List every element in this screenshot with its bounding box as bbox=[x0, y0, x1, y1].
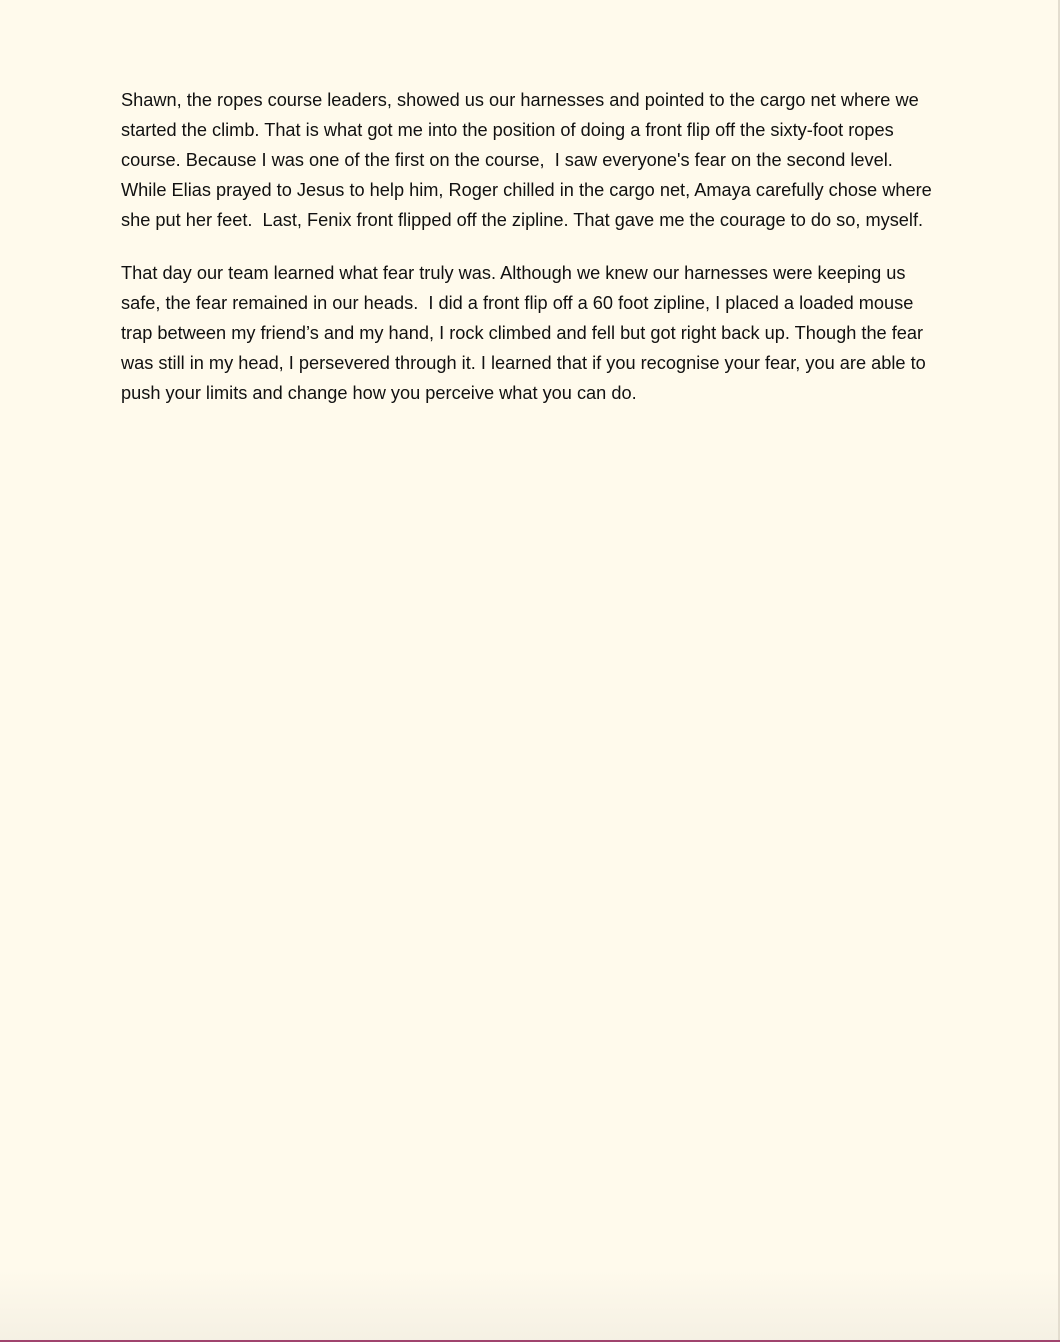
document-body bbox=[121, 85, 941, 431]
paragraph-2: That day our team learned what fear truly was. Although we knew our harnesses were keeping us safe, the fear remained in our heads. I did a front flip off a 60 foot zipline, I placed a loaded mouse trap between my friend’s and my hand, I rock climbed and fell but got right back up. Though the fear was still in my head, I persevered through it. I learned that if you recognise your fear, you are able to push your limits and change how you perceive what you can do. bbox=[121, 263, 931, 403]
paragraph-1: Shawn, the ropes course leaders, showed us our harnesses and pointed to the cargo net where we started the climb. That is what got me into the position of doing a front flip off the sixty-foot ropes course. Because I was one of the first on the course, I saw everyone's fear on the second level. While Elias prayed to Jesus to help him, Roger chilled in the cargo net, Amaya carefully chose where she put her feet. Last, Fenix front flipped off the zipline. That gave me the courage to do so, myself. bbox=[121, 90, 937, 230]
